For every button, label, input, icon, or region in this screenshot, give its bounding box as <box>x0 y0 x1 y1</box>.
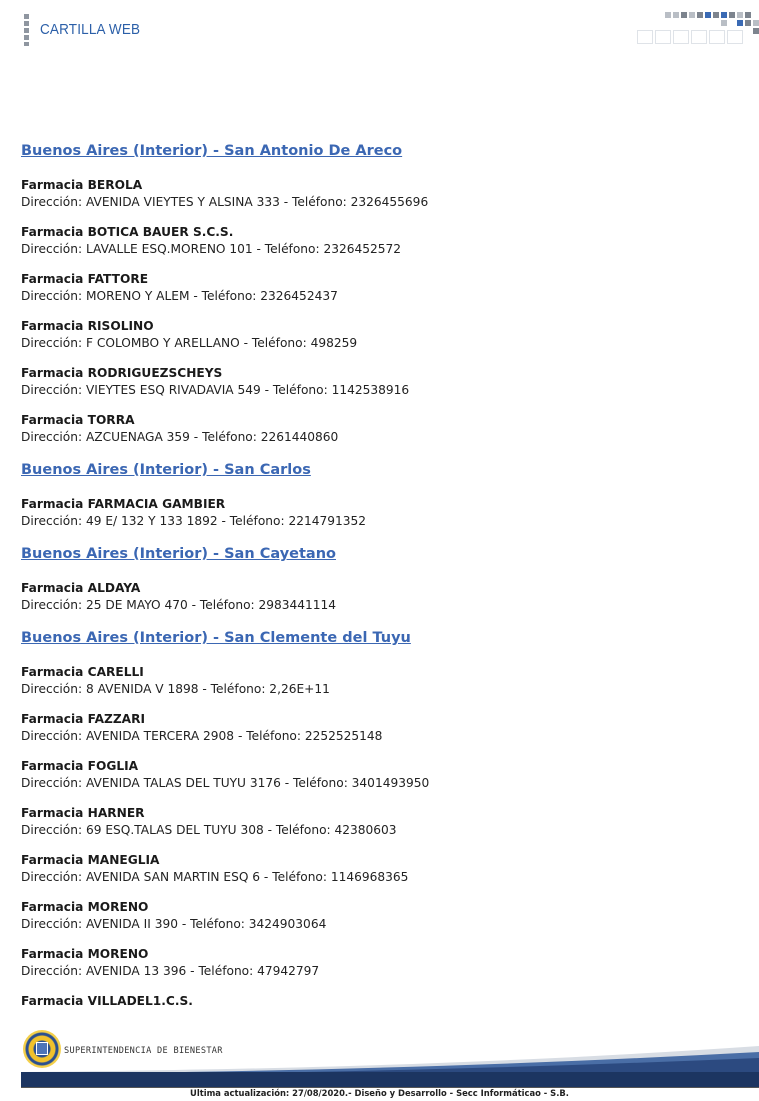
pharmacy-entry <box>21 711 741 745</box>
page-title: CARTILLA WEB <box>40 21 141 38</box>
organization-name: SUPERINTENDENCIA DE BIENESTAR <box>64 1046 223 1056</box>
page-footer <box>0 1026 759 1101</box>
section-san-cayetano <box>21 543 741 614</box>
pharmacy-address: Dirección: AVENIDA 13 396 - Teléfono: 47942797 <box>21 964 320 978</box>
pharmacy-entry <box>21 899 741 933</box>
pharmacy-name: Farmacia BOTICA BAUER S.C.S. <box>21 225 234 239</box>
pharmacy-name: Farmacia FAZZARI <box>21 712 146 726</box>
section-san-antonio-de-areco <box>21 140 741 446</box>
pharmacy-entry <box>21 177 741 211</box>
pharmacy-address: Dirección: MORENO Y ALEM - Teléfono: 2326452437 <box>21 289 338 303</box>
pharmacy-entry <box>21 580 741 614</box>
pharmacy-address: Dirección: AVENIDA TALAS DEL TUYU 3176 - Teléfono: 3401493950 <box>21 776 430 790</box>
header-bar-decoration <box>24 14 29 46</box>
page-header <box>0 0 759 60</box>
pharmacy-name: Farmacia RODRIGUEZSCHEYS <box>21 366 223 380</box>
pharmacy-entry <box>21 758 741 792</box>
pharmacy-listing <box>21 140 741 1023</box>
section-title-link[interactable]: Buenos Aires (Interior) - San Cayetano <box>21 546 336 562</box>
pharmacy-address: Dirección: 69 ESQ.TALAS DEL TUYU 308 - Teléfono: 42380603 <box>21 823 397 837</box>
pharmacy-address: Dirección: AVENIDA II 390 - Teléfono: 3424903064 <box>21 917 327 931</box>
pharmacy-address: Dirección: 8 AVENIDA V 1898 - Teléfono: 2,26E+11 <box>21 682 330 696</box>
pharmacy-name: Farmacia RISOLINO <box>21 319 154 333</box>
pharmacy-name: Farmacia ALDAYA <box>21 581 141 595</box>
section-san-clemente-del-tuyu <box>21 627 741 1010</box>
pharmacy-name: Farmacia FOGLIA <box>21 759 139 773</box>
pharmacy-name: Farmacia MORENO <box>21 900 149 914</box>
section-san-carlos <box>21 459 741 530</box>
pharmacy-address: Dirección: AVENIDA TERCERA 2908 - Teléfono: 2252525148 <box>21 729 383 743</box>
pharmacy-entry <box>21 993 741 1010</box>
pharmacy-address: Dirección: F COLOMBO Y ARELLANO - Teléfono: 498259 <box>21 336 358 350</box>
pharmacy-name: Farmacia FATTORE <box>21 272 149 286</box>
pharmacy-entry <box>21 412 741 446</box>
footer-update-note: Ultima actualización: 27/08/2020.- Diseño y Desarrollo - Secc Informáticao - S.B. <box>190 1088 569 1098</box>
pharmacy-address: Dirección: AZCUENAGA 359 - Teléfono: 2261440860 <box>21 430 339 444</box>
shield-icon <box>36 1042 48 1055</box>
pharmacy-address: Dirección: VIEYTES ESQ RIVADAVIA 549 - Teléfono: 1142538916 <box>21 383 410 397</box>
pharmacy-address: Dirección: AVENIDA VIEYTES Y ALSINA 333 - Teléfono: 2326455696 <box>21 195 429 209</box>
pharmacy-entry <box>21 224 741 258</box>
pharmacy-name: Farmacia MORENO <box>21 947 149 961</box>
footer-band <box>21 1072 759 1088</box>
pharmacy-address: Dirección: 49 E/ 132 Y 133 1892 - Teléfono: 2214791352 <box>21 514 366 528</box>
pharmacy-name: Farmacia VILLADEL1.C.S. <box>21 994 193 1008</box>
pharmacy-entry <box>21 365 741 399</box>
pharmacy-entry <box>21 496 741 530</box>
pharmacy-address: Dirección: LAVALLE ESQ.MORENO 101 - Teléfono: 2326452572 <box>21 242 402 256</box>
pharmacy-entry <box>21 852 741 886</box>
section-title-link[interactable]: Buenos Aires (Interior) - San Carlos <box>21 462 311 478</box>
pharmacy-name: Farmacia FARMACIA GAMBIER <box>21 497 226 511</box>
pharmacy-name: Farmacia BEROLA <box>21 178 143 192</box>
section-title-link[interactable]: Buenos Aires (Interior) - San Clemente del Tuyu <box>21 630 411 646</box>
seal-logo-icon <box>23 1030 61 1068</box>
pharmacy-entry <box>21 271 741 305</box>
header-grid-decoration <box>637 12 759 46</box>
pharmacy-address: Dirección: 25 DE MAYO 470 - Teléfono: 2983441114 <box>21 598 337 612</box>
section-title-link[interactable]: Buenos Aires (Interior) - San Antonio De Areco <box>21 143 403 159</box>
pharmacy-address: Dirección: AVENIDA SAN MARTIN ESQ 6 - Teléfono: 1146968365 <box>21 870 409 884</box>
pharmacy-name: Farmacia HARNER <box>21 806 145 820</box>
pharmacy-entry <box>21 946 741 980</box>
pharmacy-entry <box>21 664 741 698</box>
pharmacy-entry <box>21 805 741 839</box>
pharmacy-name: Farmacia MANEGLIA <box>21 853 160 867</box>
pharmacy-name: Farmacia TORRA <box>21 413 135 427</box>
pharmacy-entry <box>21 318 741 352</box>
pharmacy-name: Farmacia CARELLI <box>21 665 144 679</box>
